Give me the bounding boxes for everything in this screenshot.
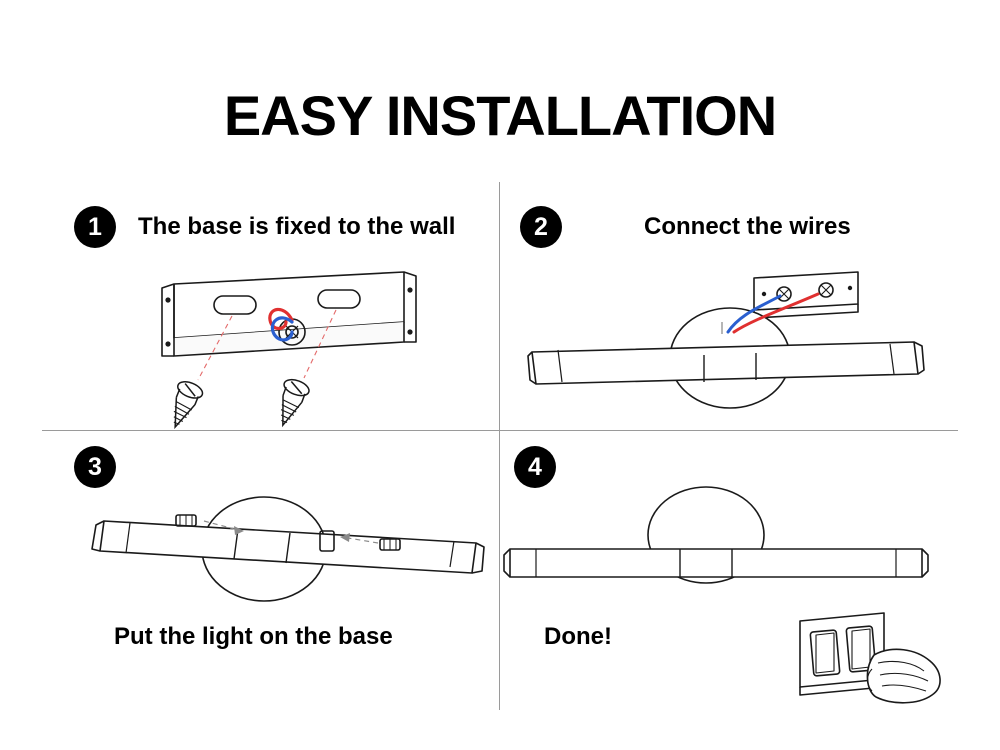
page-title: EASY INSTALLATION — [223, 84, 777, 147]
step-panel-2 — [500, 182, 958, 430]
step-panel-1 — [42, 182, 499, 430]
installed-light-and-switch-illustration — [500, 473, 958, 713]
step-1-label: The base is fixed to the wall — [138, 213, 456, 240]
step-3-label: Put the light on the base — [114, 623, 393, 650]
step-4-badge: 4 — [514, 446, 556, 488]
step-1-badge: 1 — [74, 206, 116, 248]
mount-light-on-base-illustration — [46, 473, 496, 623]
step-2-badge: 2 — [520, 206, 562, 248]
step-2-header — [520, 206, 851, 248]
step-4-label: Done! — [544, 623, 612, 650]
connect-wires-illustration — [518, 270, 948, 430]
bracket-with-screws-illustration — [152, 260, 442, 430]
step-panel-3 — [42, 431, 499, 710]
step-1-header — [74, 206, 455, 248]
step-2-label: Connect the wires — [644, 213, 851, 240]
step-panel-4 — [500, 431, 958, 710]
step-3-badge: 3 — [74, 446, 116, 488]
